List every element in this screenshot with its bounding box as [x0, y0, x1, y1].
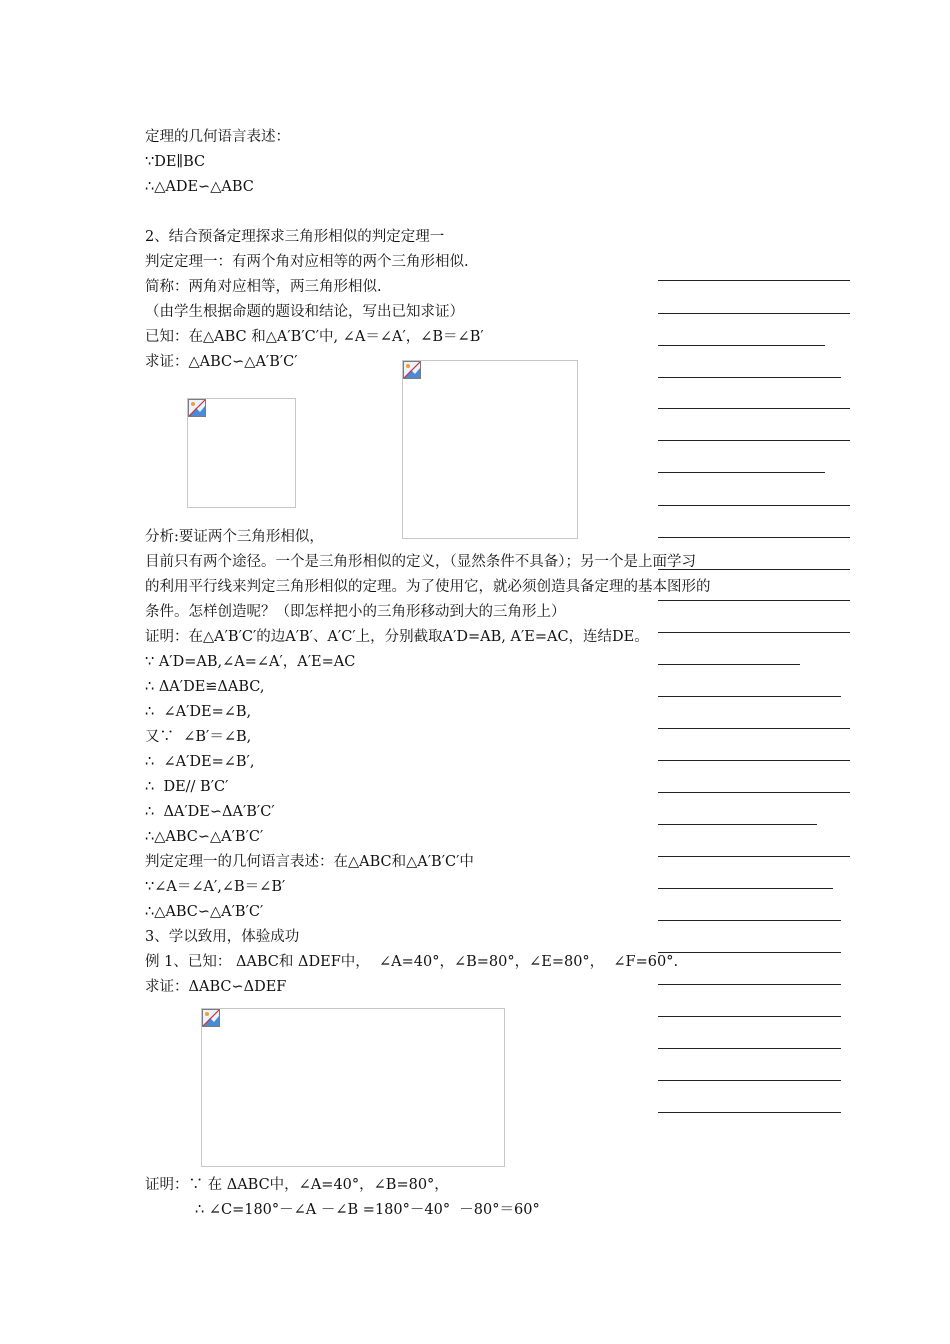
note-rule [658, 888, 833, 889]
section-heading: 2、结合预备定理探求三角形相似的判定定理一 [145, 229, 445, 245]
note-rule [658, 505, 850, 506]
note-rule [658, 440, 850, 441]
note-rule [658, 408, 850, 409]
text-line: 求证：△ABC∽△A′B′C′ [145, 354, 298, 370]
text-line: 判定定理一的几何语言表述：在△ABC和△A′B′C′中 [145, 854, 474, 870]
section-heading: 3、学以致用，体验成功 [145, 929, 300, 945]
text-line: 目前只有两个途径。一个是三角形相似的定义，（显然条件不具备）；另一个是上面学习 [145, 554, 696, 570]
text-line: （由学生根据命题的题设和结论，写出已知求证） [145, 304, 464, 320]
large-triangle-figure [402, 360, 578, 539]
note-rule [658, 664, 800, 665]
note-rule [658, 569, 850, 570]
text-line: 证明：在△A′B′C′的边A′B′、A′C′上，分别截取A′D=AB, A′E=AC，连结DE。 [145, 629, 649, 645]
text-line: ∴△ABC∽△A′B′C′ [145, 904, 264, 920]
text-line: ∵ A′D=AB,∠A=∠A′，A′E=AC [145, 654, 356, 670]
text-line: 例 1、已知： ΔABC和 ΔDEF中， ∠A=40°，∠B=80°，∠E=80°， ∠F=60°. [145, 954, 679, 970]
note-rule [658, 856, 850, 857]
note-rule [658, 728, 850, 729]
text-line: 简称：两角对应相等，两三角形相似. [145, 279, 382, 295]
text-line: ∴ ΔA′DE∽ΔA′B′C′ [145, 804, 275, 820]
text-line: 求证：ΔABC∽ΔDEF [145, 979, 287, 995]
note-rule [658, 984, 841, 985]
note-rule [658, 696, 841, 697]
text-line: ∴ ∠A′DE=∠B′, [145, 754, 255, 770]
note-rule [658, 472, 825, 473]
text-line: ∴△ABC∽△A′B′C′ [145, 829, 264, 845]
text-line: ∵∠A＝∠A′,∠B＝∠B′ [145, 879, 286, 895]
text-line: 定理的几何语言表述： [145, 129, 290, 145]
text-line: ∴ ∠C=180°－∠A －∠B =180°－40° －80°＝60° [195, 1202, 540, 1218]
note-rule [658, 600, 850, 601]
note-rule [658, 313, 850, 314]
text-line: ∴△ADE∽△ABC [145, 179, 254, 195]
note-rule [658, 1016, 841, 1017]
note-rule [658, 1080, 841, 1081]
broken-image-icon [403, 361, 421, 379]
example-figure [201, 1008, 505, 1167]
note-rule [658, 1112, 841, 1113]
broken-image-icon [202, 1009, 220, 1027]
broken-image-icon [188, 399, 206, 417]
text-line: ∴ ∠A′DE=∠B, [145, 704, 252, 720]
note-rule [658, 1048, 841, 1049]
text-line: 判定定理一：有两个角对应相等的两个三角形相似. [145, 254, 469, 270]
text-line: 已知：在△ABC 和△A′B′C′中, ∠A＝∠A′，∠B＝∠B′ [145, 329, 484, 345]
note-rule [658, 377, 841, 378]
text-line: ∴ ΔA′DE≌ΔABC, [145, 679, 265, 695]
text-line: 分析:要证两个三角形相似， [145, 529, 324, 545]
text-line: 的利用平行线来判定三角形相似的定理。为了使用它，就必须创造具备定理的基本图形的 [145, 579, 711, 595]
small-triangle-figure [187, 398, 296, 508]
note-rule [658, 537, 850, 538]
note-rule [658, 952, 841, 953]
text-line: 又∵ ∠B′＝∠B, [145, 729, 252, 745]
text-line: 条件。怎样创造呢？（即怎样把小的三角形移动到大的三角形上） [145, 604, 566, 620]
note-rule [658, 345, 825, 346]
note-rule [658, 792, 850, 793]
text-line: 证明：∵ 在 ΔABC中，∠A=40°，∠B=80°， [145, 1177, 449, 1193]
note-rule [658, 920, 841, 921]
note-rule [658, 824, 817, 825]
text-line: ∵DE∥BC [145, 154, 206, 170]
note-rule [658, 760, 850, 761]
text-line: ∴ DE// B′C′ [145, 779, 229, 795]
note-rule [658, 632, 850, 633]
note-rule [658, 280, 850, 281]
